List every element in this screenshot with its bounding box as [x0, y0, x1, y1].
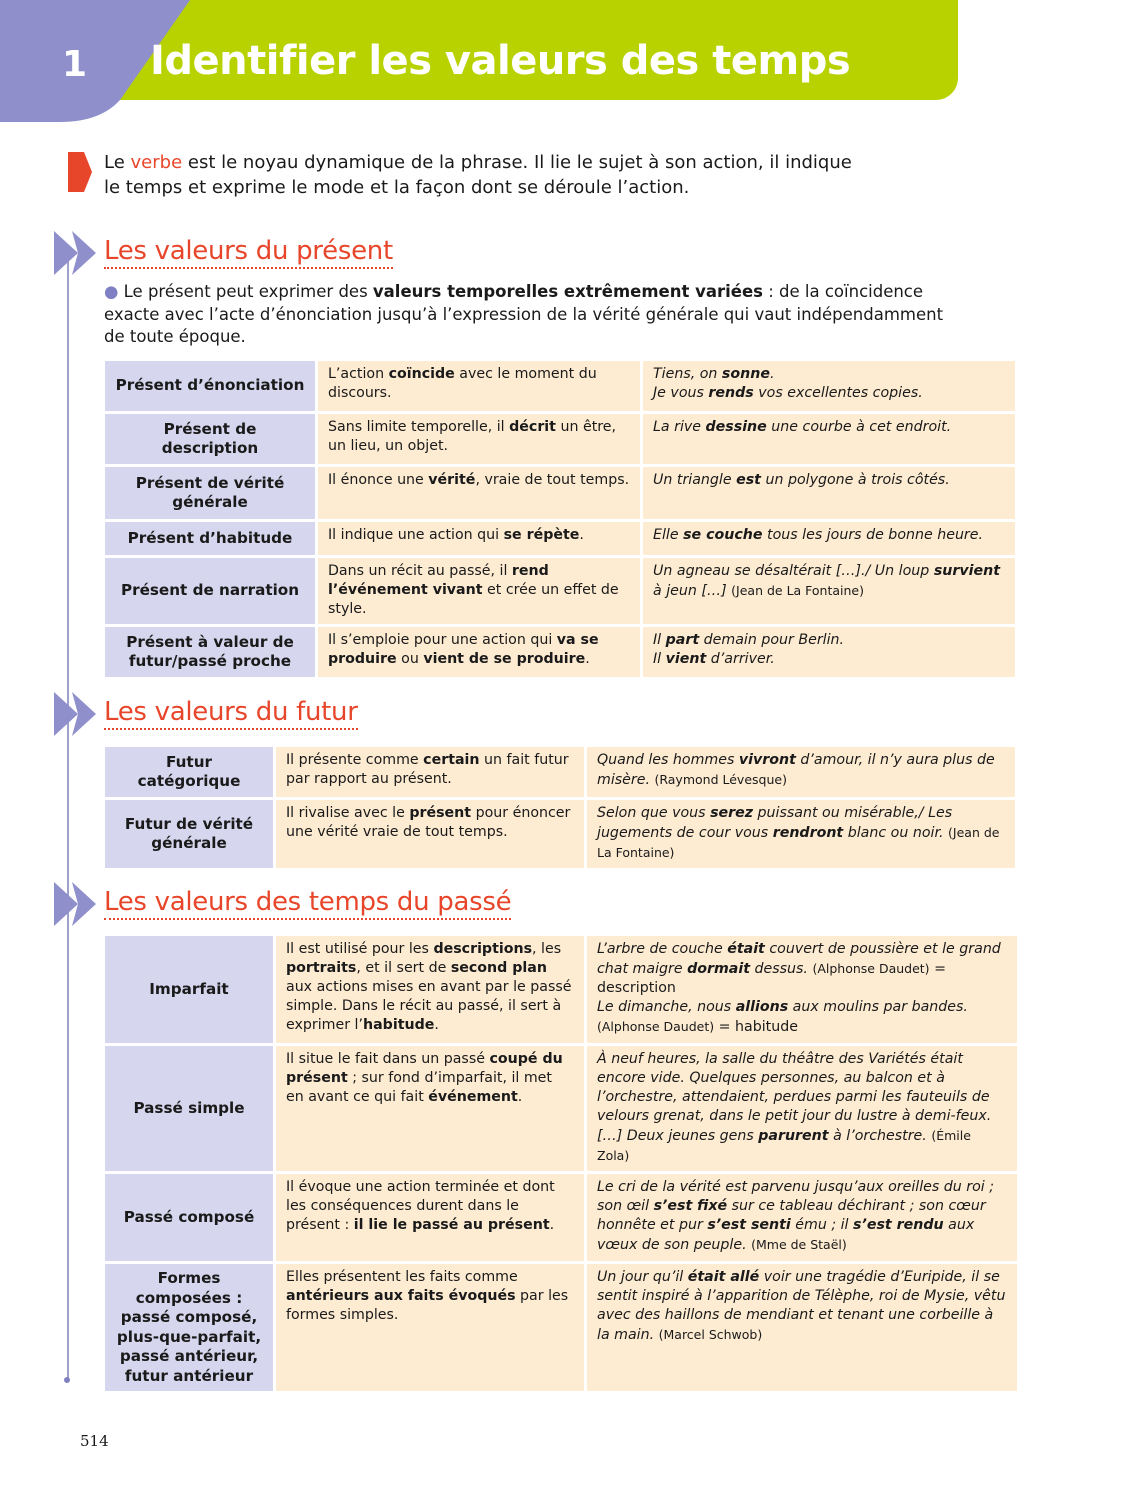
tense-definition: Il s’emploie pour une action qui va se produire ou vient de se produire.: [318, 627, 640, 677]
section-title-present: Les valeurs du présent: [104, 236, 393, 269]
table-row: [105, 361, 1015, 411]
tense-definition: Il présente comme certain un fait futur par rapport au présent.: [276, 747, 584, 797]
table-row: [105, 800, 1015, 868]
table-row: [105, 627, 1015, 677]
tense-definition: Dans un récit au passé, il rend l’événement vivant et crée un effet de style.: [318, 558, 640, 624]
tense-label: Présent d’énonciation: [105, 361, 315, 411]
tense-example: Tiens, on sonne. Je vous rends vos excellentes copies.: [643, 361, 1015, 411]
tense-label: Présent de description: [105, 414, 315, 464]
tense-label: Présent d’habitude: [105, 522, 315, 555]
table-row: [105, 414, 1015, 464]
tense-example: À neuf heures, la salle du théâtre des Variétés était encore vide. Quelques personnes, au balcon et à l’orchestre, attendaient, perdues parmi les fauteuils de velours grenat, dans le petit jour du lustre à demi-feux. […] Deux jeunes gens parurent à l’orchestre. (Émile Zola): [587, 1046, 1017, 1171]
intro-marker-icon: [68, 152, 92, 192]
table-row: [105, 467, 1015, 519]
tense-definition: Il évoque une action terminée et dont les conséquences durent dans le présent : il lie le passé au présent.: [276, 1174, 584, 1261]
tense-label: Passé simple: [105, 1046, 273, 1171]
tense-example: Un agneau se désaltérait […]./ Un loup survient à jeun […] (Jean de La Fontaine): [643, 558, 1015, 624]
table-row: [105, 1046, 1017, 1171]
present-table: [102, 358, 1018, 680]
vertical-guide-line: [67, 245, 69, 1380]
example-source: (Jean de La Fontaine): [731, 583, 864, 598]
tense-example: L’arbre de couche était couvert de poussière et le grand chat maigre dormait dessus. (Alphonse Daudet) = description Le dimanche, nous allions aux moulins par bandes. (Alphonse Daudet) = habitude: [587, 936, 1017, 1043]
example-source: (Mme de Staël): [751, 1237, 847, 1252]
tense-label: Présent à valeur de futur/passé proche: [105, 627, 315, 677]
double-chevron-icon: [54, 880, 102, 928]
double-chevron-icon: [54, 690, 102, 738]
tense-definition: Elles présentent les faits comme antérieurs aux faits évoqués par les formes simples.: [276, 1264, 584, 1391]
tense-label: Futur de vérité générale: [105, 800, 273, 868]
tense-example: La rive dessine une courbe à cet endroit.: [643, 414, 1015, 464]
tense-definition: Il situe le fait dans un passé coupé du présent ; sur fond d’imparfait, il met en avant ce qui fait événement.: [276, 1046, 584, 1171]
tense-label: Formes composées : passé composé, plus-que-parfait, passé antérieur, futur antérieur: [105, 1264, 273, 1391]
tense-example: Elle se couche tous les jours de bonne heure.: [643, 522, 1015, 555]
example-source: (Jean de La Fontaine): [597, 825, 1000, 860]
tense-example: Un triangle est un polygone à trois côtés.: [643, 467, 1015, 519]
table-row: [105, 936, 1017, 1043]
tense-example: Selon que vous serez puissant ou misérable,/ Les jugements de cour vous rendront blanc ou noir. (Jean de La Fontaine): [587, 800, 1015, 868]
passe-table: [102, 933, 1020, 1394]
section-title-futur: Les valeurs du futur: [104, 697, 358, 730]
tense-example: Le cri de la vérité est parvenu jusqu’aux oreilles du roi ; son œil s’est fixé sur ce tableau déchirant ; son cœur honnête et pur s’est senti ému ; il s’est rendu aux vœux de son peuple. (Mme de Staël): [587, 1174, 1017, 1261]
example-source: (Marcel Schwob): [658, 1327, 763, 1342]
example-source: (Raymond Lévesque): [654, 772, 787, 787]
present-intro: ● Le présent peut exprimer des valeurs temporelles extrêmement variées : de la coïncidence exacte avec l’acte d’énonciation jusqu’à l’expression de la vérité générale qui vaut indépendamment de toute époque.: [104, 282, 944, 346]
example-source: (Émile Zola): [597, 1128, 971, 1163]
section-title-passe: Les valeurs des temps du passé: [104, 887, 511, 920]
tense-label: Passé composé: [105, 1174, 273, 1261]
tense-definition: Sans limite temporelle, il décrit un être, un lieu, un objet.: [318, 414, 640, 464]
tense-definition: Il rivalise avec le présent pour énoncer une vérité vraie de tout temps.: [276, 800, 584, 868]
vertical-guide-dot: [64, 1377, 70, 1383]
example-source: (Alphonse Daudet): [597, 1019, 715, 1034]
tense-definition: L’action coïncide avec le moment du discours.: [318, 361, 640, 411]
intro-keyword: verbe: [130, 152, 183, 173]
tense-example: Quand les hommes vivront d’amour, il n’y aura plus de misère. (Raymond Lévesque): [587, 747, 1015, 797]
intro-text: Le verbe est le noyau dynamique de la phrase. Il lie le sujet à son action, il indique le temps et exprime le mode et la façon dont se déroule l’action.: [104, 152, 852, 198]
tense-definition: Il indique une action qui se répète.: [318, 522, 640, 555]
double-chevron-icon: [54, 229, 102, 277]
table-row: [105, 1174, 1017, 1261]
bullet-icon: ●: [104, 282, 119, 301]
tense-definition: Il est utilisé pour les descriptions, les portraits, et il sert de second plan aux actions mises en avant par le passé simple. Dans le récit au passé, il sert à exprimer l’habitude.: [276, 936, 584, 1043]
tense-example: Il part demain pour Berlin. Il vient d’arriver.: [643, 627, 1015, 677]
table-row: [105, 747, 1015, 797]
chapter-number: 1: [62, 44, 88, 85]
page-title: Identifier les valeurs des temps: [150, 38, 851, 84]
tense-label: Futur catégorique: [105, 747, 273, 797]
table-row: [105, 558, 1015, 624]
page-number: 514: [80, 1432, 109, 1450]
tense-example: Un jour qu’il était allé voir une tragédie d’Euripide, il se sentit inspiré à l’apparition de Télèphe, roi de Mysie, vêtu avec des haillons de mendiant et tenant une corbeille à la main. (Marcel Schwob): [587, 1264, 1017, 1391]
tense-definition: Il énonce une vérité, vraie de tout temps.: [318, 467, 640, 519]
tense-label: Imparfait: [105, 936, 273, 1043]
futur-table: [102, 744, 1018, 871]
tense-label: Présent de vérité générale: [105, 467, 315, 519]
table-row: [105, 522, 1015, 555]
example-source: (Alphonse Daudet): [812, 961, 930, 976]
tense-label: Présent de narration: [105, 558, 315, 624]
table-row: [105, 1264, 1017, 1391]
